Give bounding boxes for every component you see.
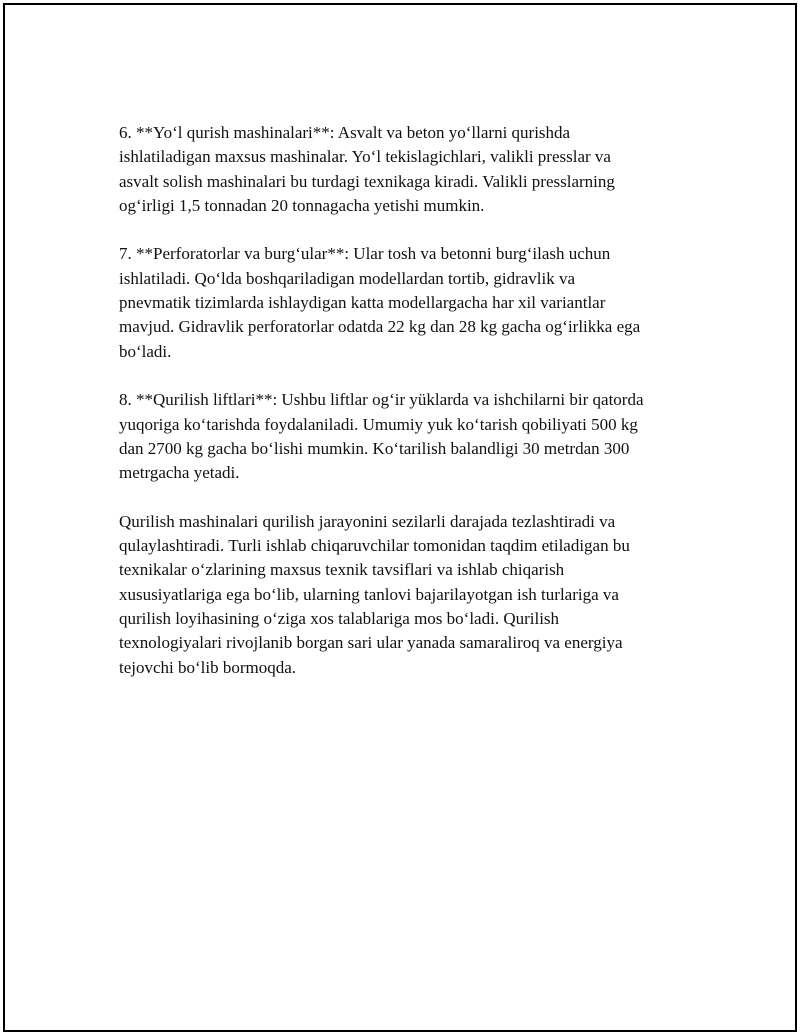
text-line: 7. **Perforatorlar va burg‘ular**: Ular tosh va betonni burg‘ilash uchun	[119, 244, 611, 264]
text-line: yuqoriga ko‘tarishda foydalaniladi. Umumiy yuk ko‘tarish qobiliyati 500 kg	[119, 414, 638, 434]
paragraph-road-machines	[119, 121, 685, 218]
paragraph-conclusion	[119, 510, 685, 680]
text-line: dan 2700 kg gacha bo‘lishi mumkin. Ko‘tarilish balandligi 30 metrdan 300	[119, 438, 630, 458]
text-line: 6. **Yo‘l qurish mashinalari**: Asvalt va beton yo‘llarni qurishda	[119, 123, 571, 142]
text-line: og‘irligi 1,5 tonnadan 20 tonnagacha yetishi mumkin.	[119, 195, 485, 215]
text-line: asvalt solish mashinalari bu turdagi texnikaga kiradi. Valikli presslarning	[119, 171, 615, 191]
text-line: tejovchi bo‘lib bormoqda.	[119, 657, 297, 677]
text-line: metrgacha yetadi.	[119, 463, 240, 483]
text-line: texnikalar o‘zlarining maxsus texnik tavsiflari va ishlab chiqarish	[119, 560, 565, 580]
text-line: bo‘ladi.	[119, 341, 172, 361]
text-line: mavjud. Gidravlik perforatorlar odatda 22 kg dan 28 kg gacha og‘irlikka ega	[119, 317, 641, 337]
text-line: qurilish loyihasining o‘ziga xos talablariga mos bo‘ladi. Qurilish	[119, 608, 560, 628]
text-line: Qurilish mashinalari qurilish jarayonini sezilarli darajada tezlashtiradi va	[119, 511, 616, 531]
text-line: texnologiyalari rivojlanib borgan sari ular yanada samaraliroq va energiya	[119, 633, 623, 653]
text-line: ishlatiladi. Qo‘lda boshqariladigan modellardan tortib, gidravlik va	[119, 268, 576, 288]
text-line: pnevmatik tizimlarda ishlaydigan katta modellargacha har xil variantlar	[119, 293, 606, 313]
text-line: ishlatiladigan maxsus mashinalar. Yo‘l tekislagichlari, valikli presslar va	[119, 147, 611, 167]
document-body	[119, 121, 685, 704]
paragraph-construction-lifts	[119, 388, 685, 485]
text-line: qulaylashtiradi. Turli ishlab chiqaruvchilar tomonidan taqdim etiladigan bu	[119, 536, 630, 556]
paragraph-perforators	[119, 242, 685, 363]
document-page	[3, 3, 797, 1032]
text-line: 8. **Qurilish liftlari**: Ushbu liftlar og‘ir yüklarda va ishchilarni bir qatorda	[119, 390, 644, 410]
text-line: xususiyatlariga ega bo‘lib, ularning tanlovi bajarilayotgan ish turlariga va	[119, 584, 619, 604]
